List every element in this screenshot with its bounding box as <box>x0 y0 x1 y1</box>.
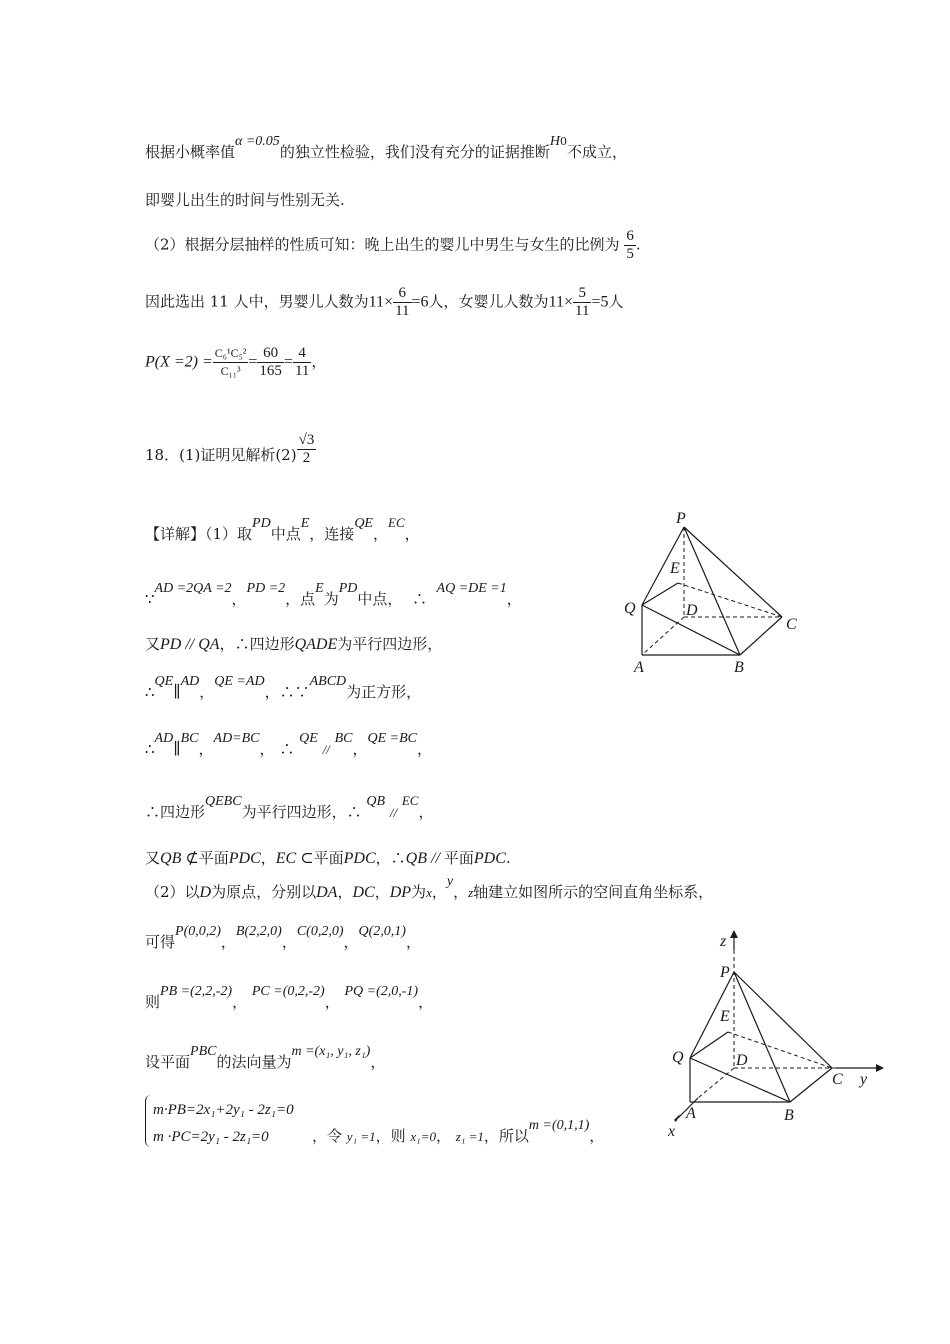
denominator: 2 <box>302 450 311 466</box>
text: ∴ <box>145 683 155 701</box>
label-x: x <box>668 1123 676 1140</box>
math: P(0,0,2) <box>175 924 221 939</box>
math: EC <box>401 793 419 808</box>
math: // <box>322 742 330 757</box>
text-line-5 <box>145 345 326 380</box>
denominator: 5 <box>626 246 634 262</box>
text-line-13 <box>145 846 511 871</box>
text: 的独立性检验，我们没有充分的证据推断 <box>279 143 550 161</box>
math: z <box>468 885 474 900</box>
math: m =(x₁, y₁, z₁) <box>291 1044 371 1059</box>
denominator: 11 <box>294 363 310 379</box>
text: 设平面 <box>145 1053 191 1071</box>
math: = <box>283 353 293 371</box>
text: ， <box>343 933 359 951</box>
label-E: E <box>670 560 680 577</box>
text: 为 <box>323 590 339 608</box>
math: m·PB=2x₁+2y₁ - 2z₁=0 <box>153 1102 294 1118</box>
system-row-2 <box>153 1124 269 1149</box>
math: x₁=0 <box>410 1129 436 1144</box>
text: ， <box>506 590 522 608</box>
text-line-18 <box>312 1118 605 1150</box>
math-h0-sub: 0 <box>559 135 567 148</box>
math: EC ⊂ <box>275 850 314 867</box>
math: PB =(2,2,-2) <box>160 984 233 999</box>
math: PD <box>252 516 271 531</box>
numerator: 5 <box>573 285 591 303</box>
text-line-9 <box>145 632 442 657</box>
text-line-12 <box>145 793 434 826</box>
text: 中点 <box>270 525 301 543</box>
text: 人 <box>608 292 624 311</box>
text: 【详解】（1）取 <box>145 525 253 543</box>
label-Q: Q <box>672 1049 684 1066</box>
text: ， <box>431 883 447 901</box>
label-B: B <box>734 659 744 676</box>
numerator: C₆¹C₅² <box>213 345 249 363</box>
math: PDC <box>473 850 506 867</box>
math: QE =AD <box>214 674 265 689</box>
math: PDC <box>343 850 376 867</box>
label-A: A <box>686 1105 696 1122</box>
text: 根据小概率值 <box>145 143 236 161</box>
math: DA <box>316 884 338 901</box>
text: ∴ <box>411 590 427 608</box>
math: BC <box>180 731 199 746</box>
text: 为原点，分别以 <box>211 883 317 901</box>
math: =5 <box>591 293 609 311</box>
label-D: D <box>736 1052 748 1069</box>
math: QB <box>366 794 386 809</box>
text: 因此选出 11 人中，男婴儿人数为 <box>145 292 369 311</box>
text-line-11 <box>145 731 432 763</box>
math: B(2,2,0) <box>235 924 282 939</box>
text: ， <box>324 993 340 1011</box>
fraction <box>213 345 249 380</box>
text: ， <box>198 740 214 758</box>
math: y₁ =1 <box>346 1129 376 1144</box>
label-P: P <box>676 510 686 527</box>
label-C: C <box>832 1071 843 1088</box>
text: ，令 <box>312 1127 343 1145</box>
math-h0: H <box>549 134 560 149</box>
math: QB ⊄ <box>160 850 199 867</box>
label-P: P <box>720 964 730 981</box>
text: ，所以 <box>483 1127 529 1145</box>
text-line-1 <box>145 134 627 166</box>
numerator: 6 <box>626 228 634 244</box>
math: QE <box>154 674 174 689</box>
fraction <box>573 285 591 320</box>
math: QE =BC <box>367 731 417 746</box>
label-C: C <box>786 616 797 633</box>
math: DC <box>352 884 375 901</box>
text: ， <box>311 352 327 371</box>
text: 又 <box>145 849 161 867</box>
numerator: 6 <box>393 285 411 303</box>
denominator: 11 <box>395 303 410 319</box>
text: （2）以 <box>145 883 200 901</box>
text-line-2 <box>145 188 345 212</box>
text: ，连接 <box>309 525 355 543</box>
text: 18．(1)证明见解析(2) <box>145 446 297 464</box>
numerator: √3 <box>298 432 315 448</box>
math: D <box>199 884 212 901</box>
text-line-4 <box>145 285 624 320</box>
text-line-16 <box>145 984 434 1016</box>
label-E: E <box>720 1008 730 1025</box>
text: 又 <box>145 635 161 653</box>
text: ∵ <box>145 590 155 608</box>
text: ， <box>435 1127 451 1145</box>
fraction <box>257 345 284 380</box>
math: QADE <box>294 636 338 653</box>
text: ， <box>405 933 421 951</box>
text: ， <box>453 883 469 901</box>
text: ， <box>404 525 420 543</box>
math: 11× <box>548 293 573 311</box>
text: ， <box>281 933 297 951</box>
text-line-17 <box>145 1044 386 1076</box>
math: x <box>426 885 432 900</box>
text: ， <box>372 525 388 543</box>
math: E <box>300 516 310 531</box>
text-line-10 <box>145 674 422 706</box>
text: ， <box>259 740 275 758</box>
text: ，点 <box>285 590 316 608</box>
text: ， <box>260 849 276 867</box>
text: ， <box>370 1053 386 1071</box>
system-row-1 <box>153 1097 294 1122</box>
math: PD <box>338 581 358 596</box>
text: 平面 <box>313 849 344 867</box>
text: 可得 <box>145 933 176 951</box>
math: BC <box>334 731 353 746</box>
text: ， <box>232 993 248 1011</box>
text: ， <box>374 883 390 901</box>
text: 为平行四边形， <box>337 635 443 653</box>
text: 人，女婴儿人数为 <box>428 292 549 311</box>
text: 为平行四边形， <box>241 803 347 821</box>
label-Q: Q <box>624 600 636 617</box>
text: ∴ <box>346 803 362 821</box>
fraction <box>297 432 317 467</box>
label-z: z <box>720 933 727 950</box>
text-line-8 <box>145 581 522 613</box>
math: E <box>315 581 324 596</box>
math: ∥ <box>173 741 181 758</box>
math: PDC <box>228 850 261 867</box>
text: . <box>635 235 641 254</box>
text-line-6 <box>145 432 316 467</box>
fraction <box>393 285 411 320</box>
numerator: 60 <box>257 345 284 363</box>
math-alpha: α =0.05 <box>235 134 280 149</box>
math: PD =2 <box>246 581 286 596</box>
text: ， <box>231 590 247 608</box>
text: 即婴儿出生的时间与性别无关. <box>145 191 345 209</box>
text: ， <box>220 933 236 951</box>
text: 中点， <box>357 590 403 608</box>
text: 平面 <box>443 849 474 867</box>
text: 则 <box>145 993 161 1011</box>
text: ，∴四边形 <box>219 635 295 653</box>
text: . <box>505 849 511 867</box>
math: PQ =(2,0,-1) <box>344 984 419 999</box>
text: ， <box>416 740 432 758</box>
math: m =(0,1,1) <box>528 1118 590 1133</box>
text: （2）根据分层抽样的性质可知：晚上出生的婴儿中男生与女生的比例为 <box>145 235 620 254</box>
math: PD // QA <box>160 636 220 653</box>
math: P(X =2) = <box>145 353 213 371</box>
fraction <box>624 228 636 263</box>
denominator: 165 <box>259 363 282 379</box>
text: 不成立， <box>566 143 627 161</box>
math: = <box>248 353 258 371</box>
math: QB // <box>405 850 444 867</box>
text: ∵ <box>294 683 310 701</box>
denominator: 11 <box>575 303 590 319</box>
text: 为正方形， <box>346 683 422 701</box>
math: AD=BC <box>213 731 260 746</box>
text: ， <box>352 740 368 758</box>
text: ，则 <box>375 1127 406 1145</box>
math: QE <box>299 731 318 746</box>
figure-pyramid-2 <box>660 930 900 1145</box>
text: ∴四边形 <box>145 803 206 821</box>
math: z₁ =1 <box>455 1129 484 1144</box>
text: ， <box>418 993 434 1011</box>
math: =6 <box>411 293 429 311</box>
text: ， <box>337 883 353 901</box>
math: ∥ <box>173 684 181 701</box>
text: ∴ <box>279 740 295 758</box>
math: 11× <box>368 293 394 311</box>
math: y <box>446 874 454 889</box>
math: QE <box>354 516 373 531</box>
math: EC <box>388 515 405 530</box>
figure-pyramid-1 <box>610 505 810 680</box>
text: ，∴ <box>375 849 406 867</box>
math: // <box>389 805 398 820</box>
text-line-15 <box>145 924 421 956</box>
text: ， <box>589 1127 605 1145</box>
math: AD =2QA =2 <box>154 581 232 596</box>
text: ， <box>418 803 434 821</box>
label-B: B <box>784 1107 794 1124</box>
text-line-7 <box>145 515 420 548</box>
math: C(0,2,0) <box>296 924 344 939</box>
math: PBC <box>190 1044 217 1059</box>
text: 为 <box>411 883 427 901</box>
label-A: A <box>634 659 644 676</box>
text: ∴ <box>145 740 155 758</box>
text: ，∴ <box>264 683 295 701</box>
denominator: C₁₁³ <box>220 364 241 378</box>
math: AD <box>180 674 200 689</box>
math: AD <box>154 731 174 746</box>
math: ABCD <box>309 674 347 689</box>
text: ， <box>199 683 215 701</box>
math: DP <box>389 884 412 901</box>
text: 的法向量为 <box>216 1053 292 1071</box>
math: PC =(0,2,-2) <box>251 984 325 999</box>
fraction <box>293 345 311 380</box>
text: 平面 <box>198 849 229 867</box>
numerator: 4 <box>293 345 311 363</box>
text: 轴建立如图所示的空间直角坐标系， <box>473 883 714 901</box>
math: QEBC <box>205 794 242 809</box>
label-y: y <box>860 1071 868 1088</box>
math: AQ =DE =1 <box>436 581 507 596</box>
math: Q(2,0,1) <box>358 924 406 939</box>
text-line-14 <box>145 874 714 906</box>
label-D: D <box>686 602 698 619</box>
math: m ·PC=2y₁ - 2z₁=0 <box>153 1129 269 1145</box>
text-line-3 <box>145 228 641 263</box>
